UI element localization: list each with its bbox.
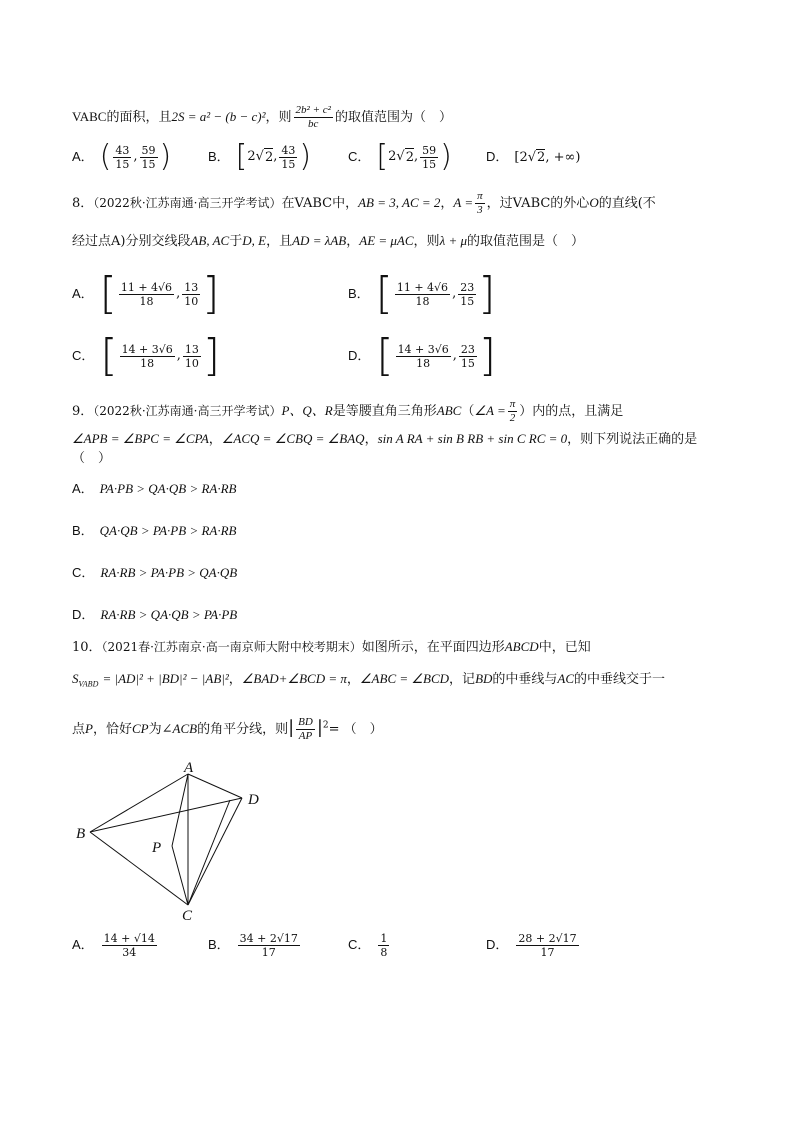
segment-ab [90,774,188,832]
q8-vector-ad: AD = λAB [292,233,347,248]
q10-option-c[interactable]: C． $\frac{1}{8}$ [348,932,388,959]
q9-stem-line2: ∠APB = ∠BPC = ∠CPA，∠ACQ = ∠CBQ = ∠BAQ，sin A RA + sin B RB + sin C RC = 0，则下列说法正确的是 [72,431,698,447]
q9-vector-condition: sin A RA + sin B RB + sin C RC = 0 [377,431,568,446]
q10-option-d[interactable]: D． $\frac{28 + 2√17}{17}$ [486,932,577,959]
label-p: P [152,840,162,856]
q7-triangle-name: VABC [72,109,107,124]
q9-stem-line3: （ ） [72,451,112,466]
q9-source: （2022秋·江苏南通·高三开学考试） [93,404,282,418]
q8-option-b[interactable]: B． [ $\frac{11 + 4√6}{18}$ , $\frac{23}{15}$ ] [348,268,496,319]
q10-quadrilateral-figure [70,762,270,922]
q7-option-d[interactable]: D． [2√2, +∞) [486,149,581,165]
q10-ratio: $\frac{BD}{AP}$ [298,716,313,742]
q7-stem: VABC的面积，且2S = a² − (b − c)²，则 $\frac{\text{2b² + c²}}{bc}$ 的取值范围为（ ） [72,104,452,130]
segment-ad [188,774,242,798]
q10-option-a[interactable]: A． $\frac{14 + √14}{34}$ [72,932,155,959]
q7-option-c[interactable]: C． [ 2 √ 2 , $\frac{59}{15}$ ) [348,139,452,174]
q9-number: 9． [72,404,94,419]
label-c: C [182,908,193,922]
q9-option-b[interactable]: B． QA·QB > PA·PB > RA·RB [72,523,237,538]
q10-number: 10． [72,640,102,655]
segment-bc [90,832,188,905]
q9-option-c[interactable]: C． RA·RB > PA·PB > QA·QB [72,565,238,580]
segment-cd-inner [188,800,230,905]
q8-number: 8． [72,196,94,211]
q10-stem-line2: $S_{VABD} = |AD|^2 + |BD|^2 - |AB|^2$，∠BAD+∠BCD = π，∠ABC = ∠BCD，记BD的中垂线与AC的中垂线交于一 [72,671,666,689]
q10-option-b[interactable]: B． $\frac{34 + 2√17}{17}$ [208,932,298,959]
q8-option-c[interactable]: C． [ $\frac{14 + 3√6}{18}$ , $\frac{13}{10}$ ] [72,330,221,381]
q8-stem-line1: 8．（2022秋·江苏南通·高三开学考试）在VABC中，AB = 3, AC = 2，A = $\frac{\pi}{3}$ ，过VABC的外心O的直线(不 [72,190,656,216]
q9-stem-line1: 9．（2022秋·江苏南通·高三开学考试）P、Q、R是等腰直角三角形ABC（∠A = $\frac{\pi}{2}$ ）内的点，且满足 [72,398,624,424]
q9-option-d[interactable]: D． RA·RB > QA·QB > PA·PB [72,607,238,622]
q10-stem-line3: 点P，恰好CP为∠ACB的角平分线，则| $\frac{BD}{AP}$ $|^2=$ （ ） [72,716,383,742]
q8-stem-line2: 经过点A)分别交线段AB, AC于D, E，且AD = λAB，AE = μAC，则λ + μ的取值范围是（ ） [72,233,585,249]
q8-source: （2022秋·江苏南通·高三开学考试） [93,196,282,210]
q8-option-a[interactable]: A． [ $\frac{11 + 4√6}{18}$ , $\frac{13}{10}$ ] [72,268,220,319]
q7-fraction: $\frac{\text{2b² + c²}}{bc}$ [295,104,331,130]
segment-pc [172,846,188,905]
segment-dc [188,798,242,905]
label-b: B [76,826,86,842]
q10-source: （2021春·江苏南京·高一南京师大附中校考期末） [101,640,362,654]
q8-option-d[interactable]: D． [ $\frac{14 + 3√6}{18}$ , $\frac{23}{15}$ ] [348,330,497,381]
q9-option-a[interactable]: A． PA·PB > QA·QB > RA·RB [72,481,237,496]
q8-vector-ae: AE = μAC [359,233,414,248]
q7-option-b[interactable]: B． [ 2 √ 2 , $\frac{43}{15}$ ) [208,139,312,174]
q10-stem-line1: 10．（2021春·江苏南京·高一南京师大附中校考期末）如图所示，在平面四边形ABCD中，已知 [72,639,591,655]
q7-condition: 2S = a² − (b − c)² [171,109,266,124]
label-d: D [248,792,259,808]
q7-option-a[interactable]: A． ( $\frac{43}{15}$ , $\frac{59}{15}$ ) [72,139,172,174]
segment-pa [172,774,188,846]
label-a: A [184,762,194,776]
